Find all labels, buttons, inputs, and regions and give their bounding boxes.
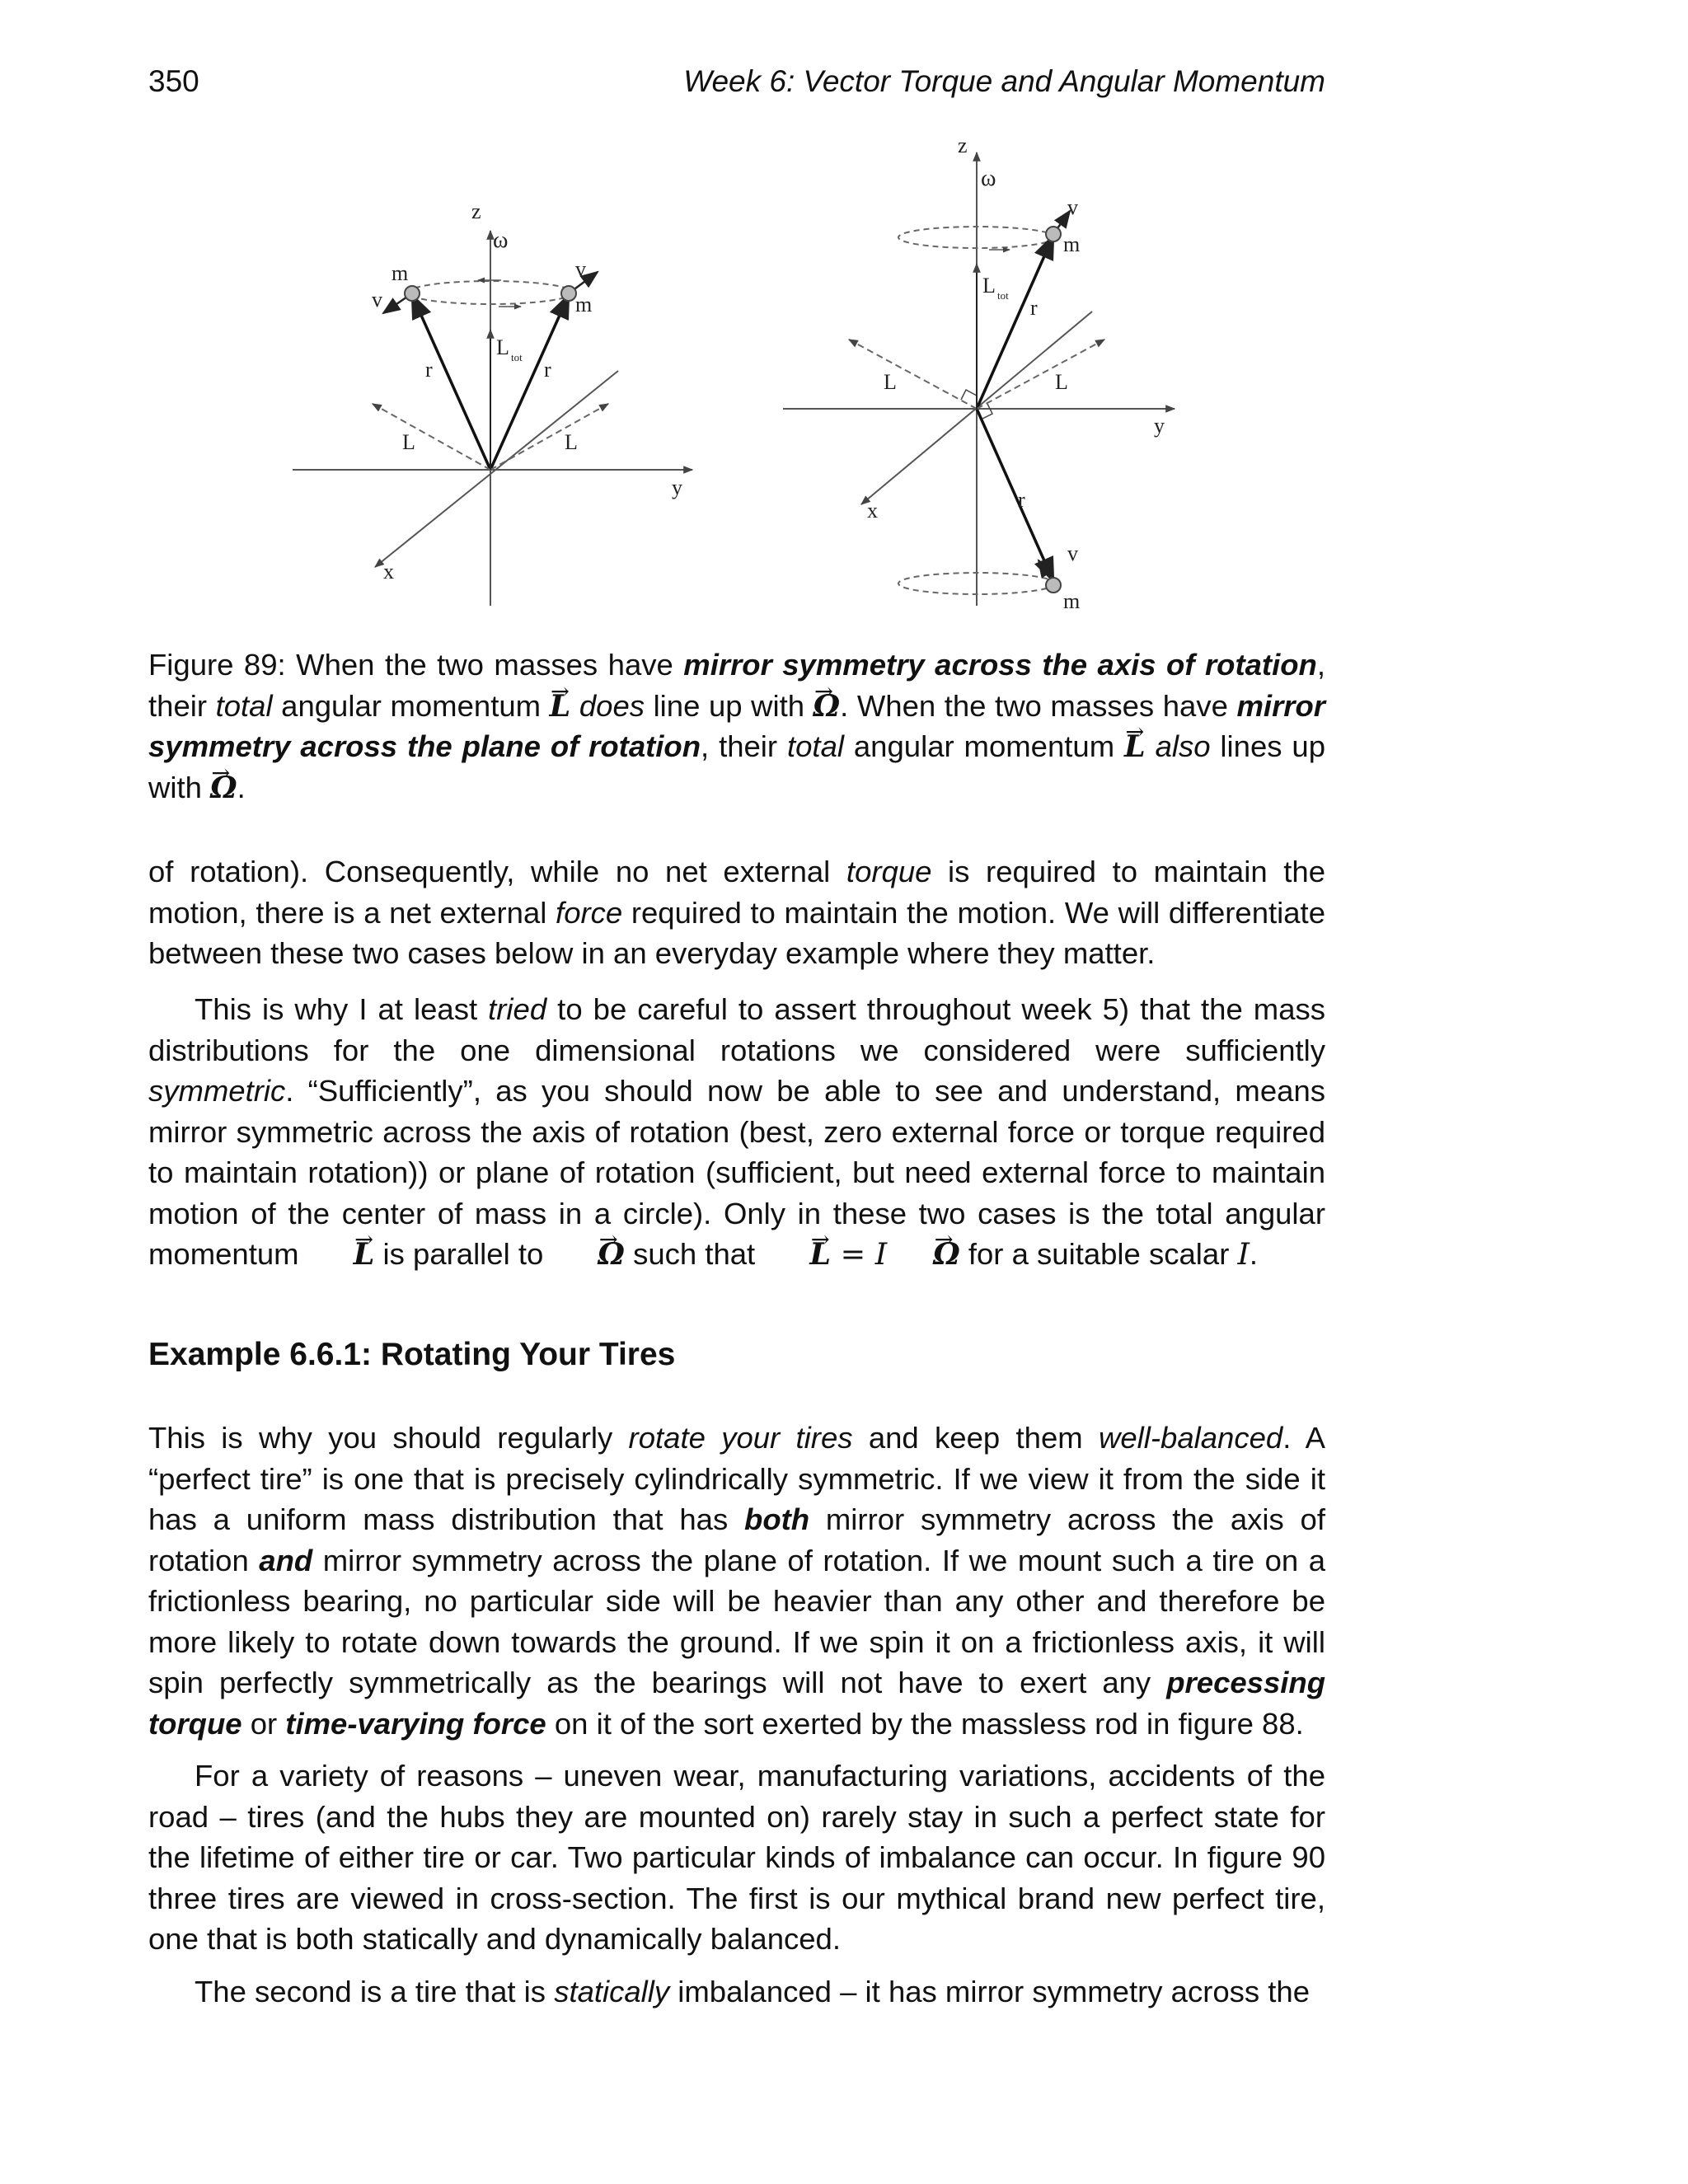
equation-L: → L [763, 1234, 831, 1275]
left-label-L-right: L [565, 430, 578, 454]
left-label-Ltot: L [496, 335, 509, 359]
left-mass-right [561, 286, 576, 301]
left-label-z: z [471, 199, 481, 223]
vector-Omega: → Ω [814, 686, 841, 727]
right-label-omega: ω [981, 166, 996, 191]
left-label-m-right: m [575, 293, 593, 316]
left-diagram [293, 199, 692, 606]
right-label-v-top: v [1067, 195, 1078, 219]
left-label-omega: ω [493, 227, 509, 253]
right-r-bottom [977, 409, 1053, 581]
right-label-r-bottom: r [1018, 488, 1025, 512]
right-r-top [977, 236, 1053, 409]
vector-L: → L [307, 1234, 375, 1275]
right-label-r-top: r [1030, 296, 1038, 320]
left-label-m-left: m [392, 261, 409, 285]
paragraph-3: This is why you should regularly rotate your tires and keep them well-balanced. A “perfect tire” is one that is precisely cylindrically symmetric. If we view it from the side it has a uniform mass distribution that has both mirror symmetry across the axis of rotation and mirror symmetry across the plane of rotation. If we mount such a tire on a frictionless bearing, no particular side will be heavier than any other and therefore be more likely to rotate down towards the ground. If we spin it on a frictionless axis, it will spin perfectly symmetrically as the bearings will not have to exert any precessing torque or time-varying force on it of the sort exerted by the massless rod in figure 88. [148, 1421, 1326, 1741]
left-label-r-right: r [544, 358, 551, 382]
left-label-Ltot-sub: tot [511, 351, 523, 363]
left-label-v-right: v [575, 257, 586, 281]
paragraph-2: This is why I at least tried to be careful to assert throughout week 5) that the mass distributions for the one dimensional rotations we considered were sufficiently symmetric. “Sufficiently”, as you should now be able to see and understand, means mirror symmetric across the axis of rotation (best, zero external force or torque required to maintain rotation)) or plane of rotation (sufficient, but need external force to maintain motion of the center of mass in a circle). Only in these two cases is the total angular momentum → L is parallel to → Ω such that → L = I→ Ω for a suitable scalar I. [148, 989, 1325, 1275]
right-L-left [849, 340, 977, 409]
right-label-Ltot-sub: tot [997, 289, 1009, 302]
figure-caption: Figure 89: When the two masses have mirror symmetry across the axis of rotation, their total angular momentum → L does line up with → Ω. When the two masses have mirror symmetry across the plane of rotation, their total angular momentum → L also lines up with → Ω. [148, 644, 1325, 808]
paragraph-5: The second is a tire that is statically imbalanced – it has mirror symmetry across the [195, 1975, 1311, 2008]
left-label-x: x [383, 560, 394, 583]
figure-89 [280, 132, 1203, 626]
running-title: Week 6: Vector Torque and Angular Momentum [683, 64, 1325, 98]
left-label-r-left: r [425, 358, 433, 382]
right-label-v-bottom: v [1067, 541, 1078, 565]
paragraph-1: of rotation). Consequently, while no net external torque is required to maintain the motion, there is a net external force required to maintain the motion. We will differentiate between these two cases below in an everyday example where they matter. [148, 855, 1325, 970]
left-label-y: y [672, 476, 682, 499]
vector-L: → L [550, 686, 571, 727]
paragraph-4: For a variety of reasons – uneven wear, manufacturing variations, accidents of the road – tires (and the hubs they are mounted on) rarely stay in such a perfect state for the lifetime of either tire or car. Two particular kinds of imbalance can occur. In figure 90 three tires are viewed in cross-section. The first is our mythical brand new perfect tire, one that is both statically and dynamically balanced. [148, 1759, 1325, 1956]
left-mass-left [405, 286, 420, 301]
left-L-left [373, 404, 490, 470]
vector-Omega: → Ω [551, 1234, 625, 1275]
right-mass-top [1046, 227, 1061, 241]
right-label-m-top: m [1063, 232, 1081, 256]
vector-L: → L [1124, 726, 1146, 767]
page-header [148, 64, 1325, 105]
right-L-right [977, 340, 1104, 409]
page-number: 350 [148, 64, 199, 98]
left-label-v-left: v [372, 288, 382, 312]
right-label-z: z [958, 134, 968, 157]
right-label-y: y [1154, 414, 1165, 438]
right-label-L-left: L [884, 370, 897, 394]
right-diagram [783, 134, 1175, 613]
right-label-m-bottom: m [1063, 589, 1081, 613]
left-label-L-left: L [402, 430, 415, 454]
equation-Omega: → Ω [887, 1234, 960, 1275]
right-label-x: x [867, 499, 878, 523]
left-r-left [412, 295, 490, 470]
vector-Omega: → Ω [210, 767, 237, 808]
scalar-I: I [1237, 1236, 1250, 1272]
left-r-right [490, 295, 569, 470]
right-mass-bottom [1046, 578, 1061, 593]
right-label-L-right: L [1055, 370, 1068, 394]
right-label-Ltot: L [982, 274, 996, 298]
example-heading: Example 6.6.1: Rotating Your Tires [148, 1337, 676, 1372]
